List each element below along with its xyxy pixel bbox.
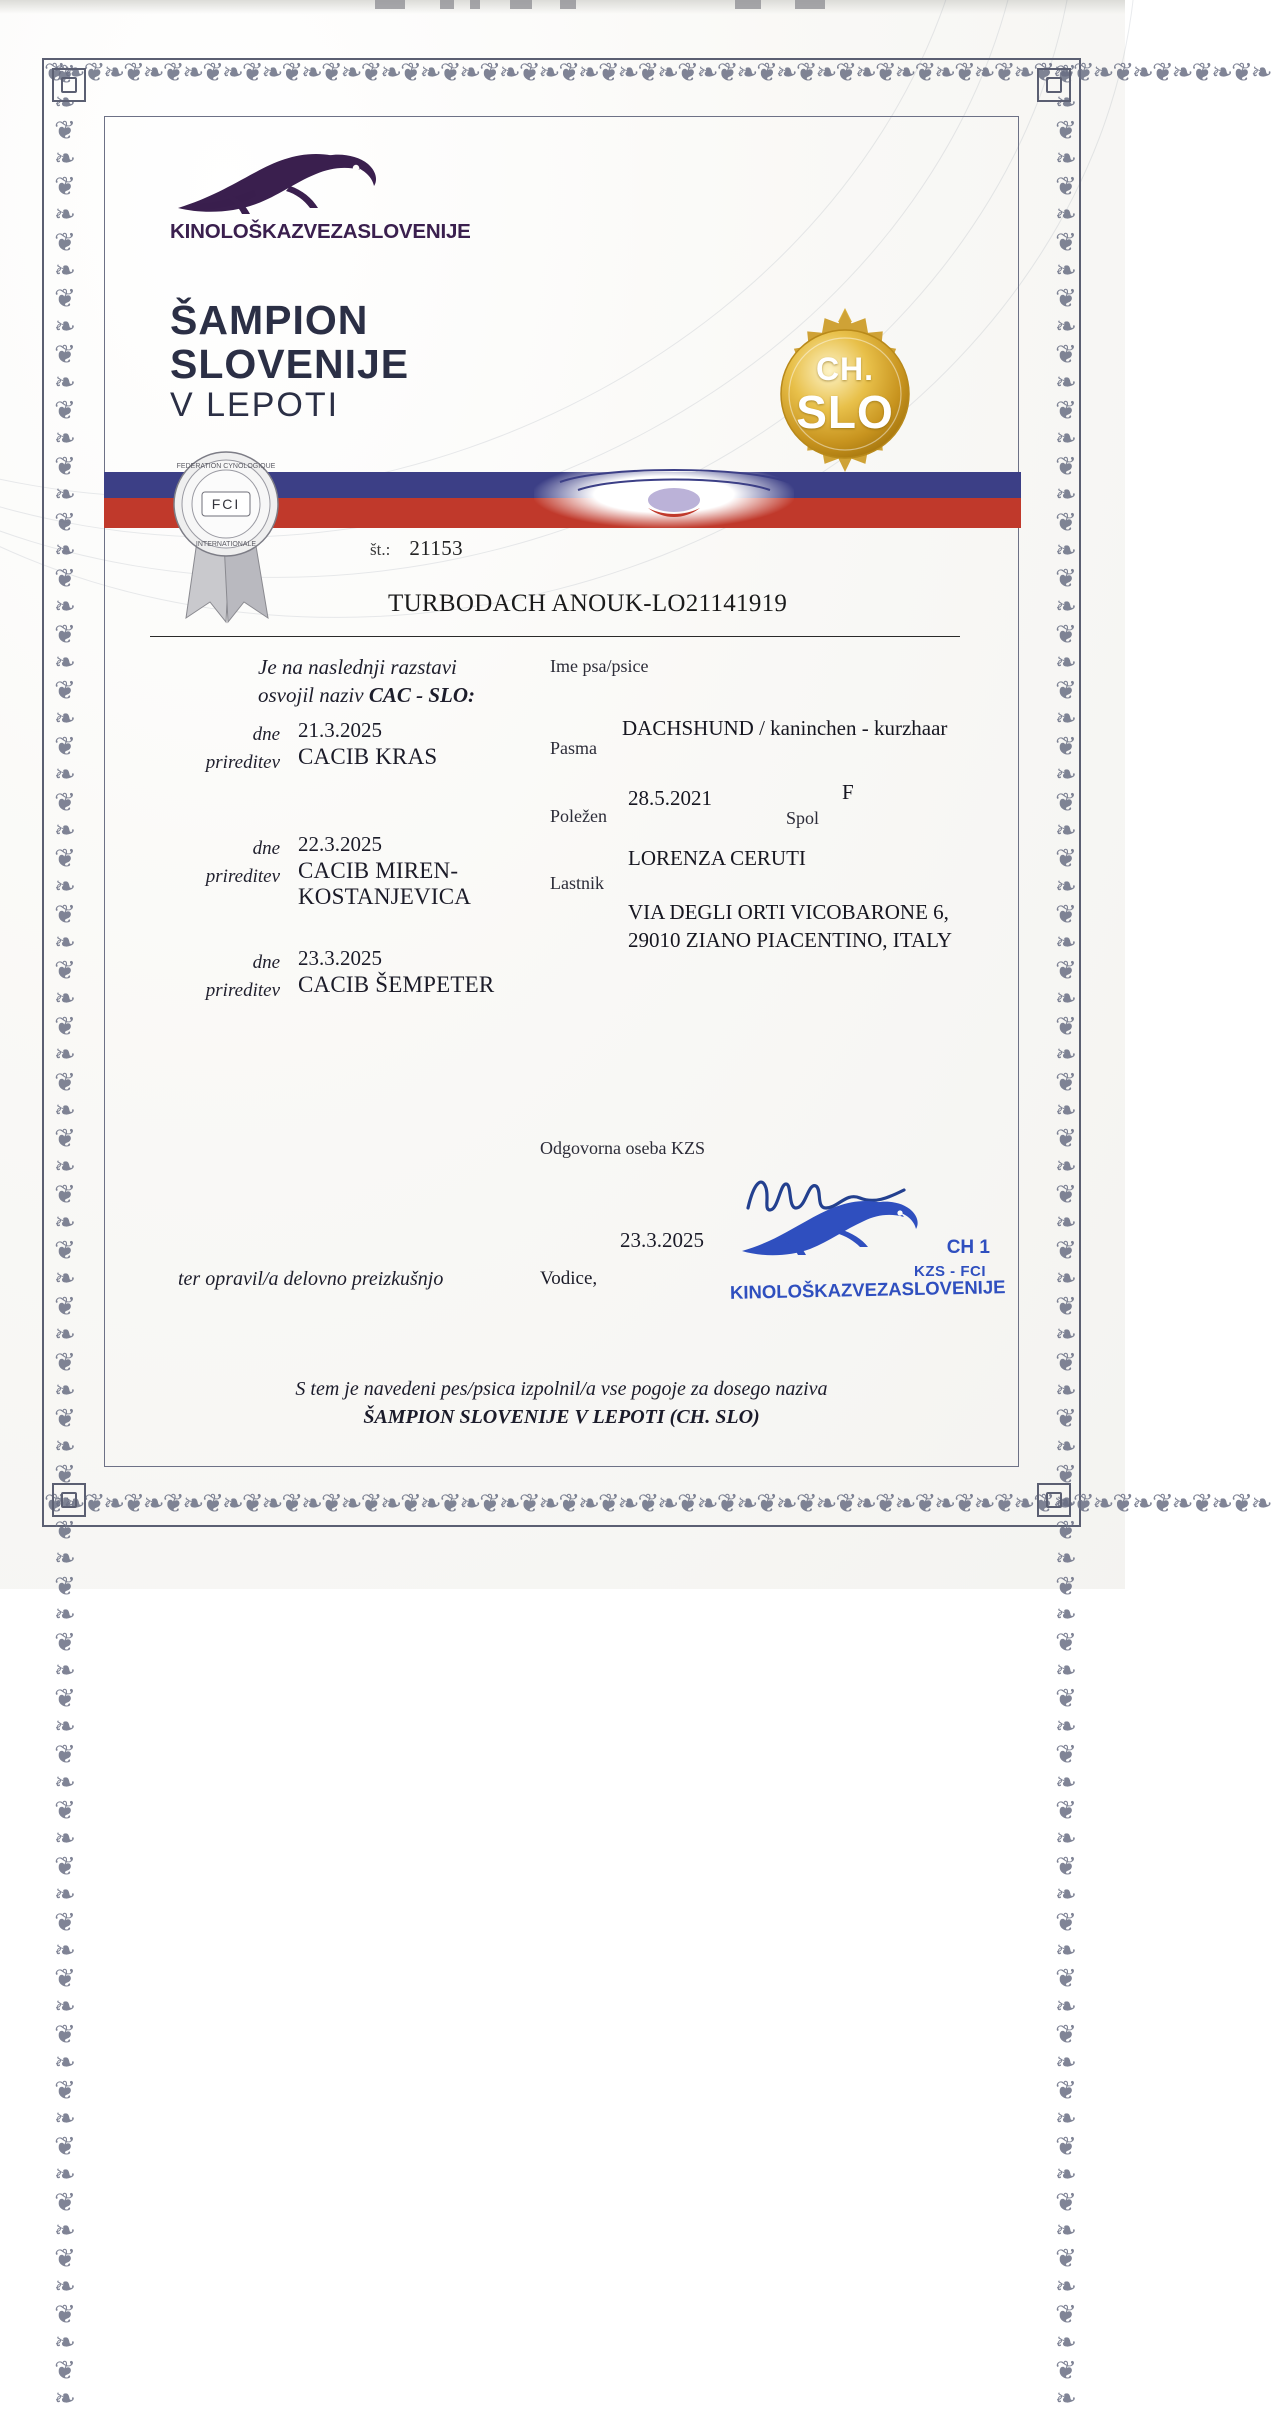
show-label-dne: dne	[252, 724, 280, 745]
certificate-title	[170, 298, 409, 423]
field-value-breed: DACHSHUND / kaninchen - kurzhaar	[622, 716, 948, 740]
corner-ornament-icon	[1037, 68, 1071, 102]
corner-ornament-icon	[52, 68, 86, 102]
show-label-prireditev: prireditev	[205, 752, 280, 773]
field-value-address-2: 29010 ZIANO PIACENTINO, ITALY	[628, 928, 953, 952]
show-place: CACIB MIREN-KOSTANJEVICA	[298, 858, 472, 909]
field-value-sex: F	[842, 780, 854, 804]
svg-text:FCI: FCI	[211, 496, 241, 512]
title-line-2: SLOVENIJE	[170, 341, 410, 388]
award-lead-text	[258, 653, 475, 710]
seal-text	[759, 308, 931, 480]
stamp-dog-mark-icon	[736, 1189, 926, 1275]
stamp-logo-text: KINOLOŠKAZVEZASLOVENIJE	[729, 1276, 1006, 1303]
field-value-birth: 28.5.2021	[628, 786, 712, 810]
title-line-1: ŠAMPION	[170, 297, 369, 343]
show-date: 21.3.2025	[298, 718, 382, 742]
champion-seal	[759, 308, 931, 480]
working-test-note: ter opravil/a delovno preizkušnjo	[178, 1268, 444, 1290]
footer-line-1: S tem je navedeni pes/psica izpolnil/a vse pogoje za dosego naziva	[295, 1378, 828, 1400]
lead-line-2	[258, 681, 475, 709]
show-date: 23.3.2025	[298, 946, 382, 970]
title-line-3: V LEPOTI	[170, 385, 340, 424]
kzs-logo-text: KINOLOŠKAZVEZASLOVENIJE	[170, 220, 471, 243]
svg-text:FEDERATION CYNOLOGIQUE: FEDERATION CYNOLOGIQUE	[176, 463, 276, 470]
field-label-ime: Ime psa/psice	[550, 656, 649, 676]
lead-title: CAC - SLO:	[368, 683, 476, 708]
certificate-content	[120, 128, 1006, 1457]
kzs-dog-mark-icon	[170, 146, 440, 218]
show-label-dne: dne	[252, 838, 280, 859]
field-label-spol: Spol	[786, 808, 820, 828]
border-ornament-left: ❦❧❦❧❦❧❦❧❦❧❦❧❦❧❦❧❦❧❦❧❦❧❦❧❦❧❦❧❦❧❦❧❦❧❦❧❦❧❦❧❦❧❦❧❦❧❦❧❦❧❦❧❦❧❦❧❦❧❦❧❦❧❦❧❦❧❦❧❦❧❦❧❦❧❦❧❦❧❦❧❦❧❦❧	[50, 60, 80, 2412]
seal-line-1: CH.	[815, 351, 875, 387]
border-ornament-right: ❦❧❦❧❦❧❦❧❦❧❦❧❦❧❦❧❦❧❦❧❦❧❦❧❦❧❦❧❦❧❦❧❦❧❦❧❦❧❦❧❦❧❦❧❦❧❦❧❦❧❦❧❦❧❦❧❦❧❦❧❦❧❦❧❦❧❦❧❦❧❦❧❦❧❦❧❦❧❦❧❦❧❦❧	[1051, 60, 1081, 2412]
footer-line-2: ŠAMPION SLOVENIJE V LEPOTI (CH. SLO)	[363, 1406, 760, 1428]
scan-marks	[0, 0, 1125, 12]
responsible-person-label: Odgovorna oseba KZS	[540, 1138, 705, 1158]
certificate-number-row	[370, 536, 463, 561]
stamp-kzs-fci-text: KZS - FCI	[914, 1263, 986, 1280]
border-ornament-bottom: ❦❧❦❧❦❧❦❧❦❧❦❧❦❧❦❧❦❧❦❧❦❧❦❧❦❧❦❧❦❧❦❧❦❧❦❧❦❧❦❧❦❧❦❧❦❧❦❧❦❧❦❧❦❧❦❧❦❧❦❧❦❧	[44, 1489, 1271, 1519]
divider	[150, 636, 960, 637]
seal-line-2: SLO	[796, 386, 894, 438]
show-place: CACIB KRAS	[298, 744, 438, 769]
svg-text:INTERNATIONALE: INTERNATIONALE	[195, 541, 257, 548]
field-value-address-1: VIA DEGLI ORTI VICOBARONE 6,	[628, 900, 949, 924]
corner-ornament-icon	[1037, 1483, 1071, 1517]
signature-place: Vodice,	[540, 1268, 598, 1289]
certificate-number-value: 21153	[409, 536, 464, 560]
corner-ornament-icon	[52, 1483, 86, 1517]
show-date: 22.3.2025	[298, 832, 382, 856]
kzs-logo	[170, 146, 471, 244]
dog-name: TURBODACH ANOUK-LO21141919	[388, 590, 788, 617]
certificate-number-label: št.:	[370, 540, 391, 559]
field-label-polezen: Poležen	[550, 806, 607, 826]
signature-date: 23.3.2025	[620, 1228, 704, 1252]
certificate-footer	[120, 1378, 1003, 1429]
show-label-dne: dne	[252, 952, 280, 973]
official-stamp	[729, 1183, 1006, 1318]
field-label-lastnik: Lastnik	[550, 873, 604, 893]
lead-prefix: osvojil naziv	[258, 683, 369, 708]
show-row	[150, 946, 620, 1060]
show-label-prireditev: prireditev	[205, 866, 280, 887]
fci-rosette	[168, 446, 286, 626]
stamp-ch-text: CH 1	[946, 1237, 990, 1258]
show-label-prireditev: prireditev	[205, 980, 280, 1001]
field-value-owner: LORENZA CERUTI	[628, 846, 806, 870]
field-label-pasma: Pasma	[550, 738, 597, 758]
show-place: CACIB ŠEMPETER	[298, 972, 495, 997]
border-ornament-top: ❦❧❦❧❦❧❦❧❦❧❦❧❦❧❦❧❦❧❦❧❦❧❦❧❦❧❦❧❦❧❦❧❦❧❦❧❦❧❦❧❦❧❦❧❦❧❦❧❦❧❦❧❦❧❦❧❦❧❦❧❦❧	[44, 58, 1271, 88]
laurel-ornament-icon	[544, 464, 804, 530]
lead-line-1: Je na naslednji razstavi	[258, 655, 457, 679]
fci-seal-icon	[168, 446, 286, 626]
